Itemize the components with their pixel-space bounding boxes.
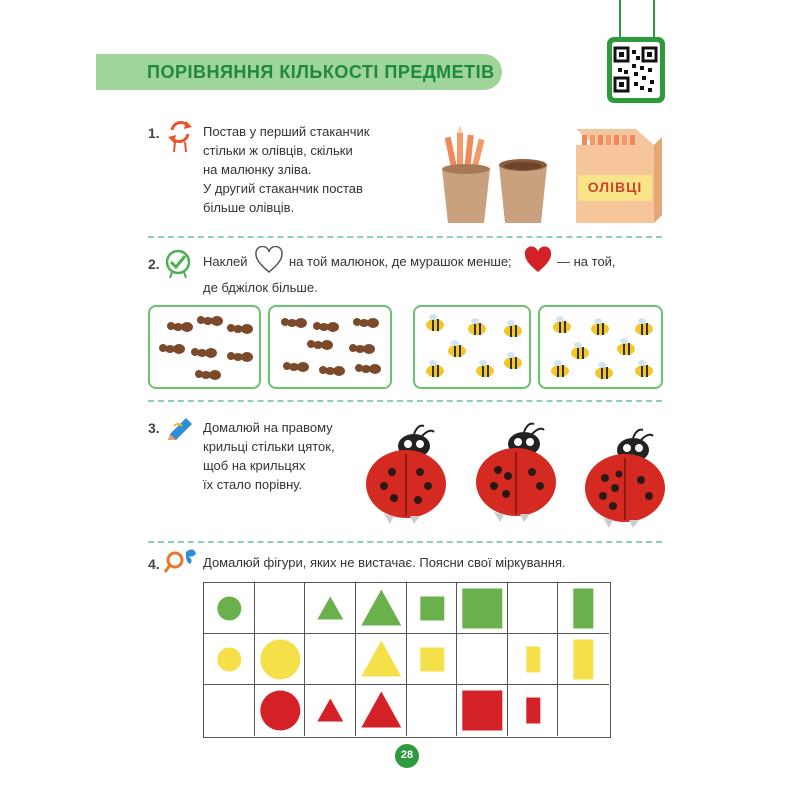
circle-small <box>217 597 241 621</box>
task2-text-part2: на той малюнок, де мурашок менше; <box>289 254 512 269</box>
ladybug-3[interactable] <box>583 424 667 528</box>
grid-cell[interactable] <box>255 685 306 736</box>
bees-group <box>415 307 533 391</box>
rect-small <box>526 698 540 724</box>
triangle-large <box>361 590 401 626</box>
task3-line: крильці стільки цяток, <box>203 439 335 454</box>
task1-number: 1. <box>148 125 160 141</box>
bees-panel-2[interactable] <box>538 305 663 389</box>
task2-text-part3: — на той, <box>557 254 616 269</box>
triangle-large-shape <box>356 634 407 685</box>
qr-hanger <box>612 0 662 40</box>
task2-number: 2. <box>148 256 160 272</box>
square-large <box>462 691 502 731</box>
rect-small <box>526 647 540 673</box>
triangle-small-shape <box>305 685 356 736</box>
triangle-large <box>361 641 401 677</box>
grid-cell[interactable] <box>558 685 609 736</box>
pot-with-pencils <box>436 125 496 227</box>
bees-panel-1[interactable] <box>413 305 531 389</box>
square-small <box>420 597 444 621</box>
square-small <box>420 648 444 672</box>
square-large-shape <box>457 583 508 634</box>
heart-filled-icon <box>523 246 553 274</box>
task1-line: Постав у перший стаканчик <box>203 124 370 139</box>
ants-group <box>270 307 394 391</box>
grid-cell[interactable] <box>407 634 458 685</box>
grid-cell[interactable] <box>204 685 255 736</box>
grid-cell[interactable] <box>356 634 407 685</box>
rect-large <box>574 589 594 629</box>
task3-line: їх стало порівну. <box>203 477 303 492</box>
page-number: 28 <box>400 749 414 761</box>
grid-cell[interactable] <box>508 685 559 736</box>
ants-panel-1[interactable] <box>148 305 261 389</box>
grid-cell[interactable] <box>255 634 306 685</box>
pencil-box <box>566 123 666 225</box>
ladybug-1[interactable] <box>364 420 448 524</box>
magnifier-butterfly-icon <box>164 546 198 576</box>
task1-line: стільки ж олівців, скільки <box>203 143 353 158</box>
ants-panel-2[interactable] <box>268 305 392 389</box>
pencil-icon <box>166 412 196 442</box>
square-small-shape <box>407 634 458 685</box>
grid-cell[interactable] <box>204 634 255 685</box>
triangle-small-shape <box>305 583 356 634</box>
triangle-large <box>361 692 401 728</box>
task3-line: щоб на крильцях <box>203 458 306 473</box>
triangle-large-shape <box>356 685 407 736</box>
circle-large-shape <box>255 685 306 736</box>
task1-line: У другий стаканчик постав <box>203 181 363 196</box>
pencil-box-label: ОЛІВЦІ <box>587 179 643 195</box>
grid-cell[interactable] <box>305 583 356 634</box>
section-divider <box>148 400 662 402</box>
rect-large-shape <box>558 634 609 685</box>
grid-cell[interactable] <box>457 583 508 634</box>
ladybug-2[interactable] <box>474 418 558 522</box>
grid-cell[interactable] <box>204 583 255 634</box>
page-title: ПОРІВНЯННЯ КІЛЬКОСТІ ПРЕДМЕТІВ <box>147 62 495 82</box>
section-divider <box>148 236 662 238</box>
task4-number: 4. <box>148 556 160 572</box>
square-large <box>462 589 502 629</box>
grid-cell[interactable] <box>407 583 458 634</box>
grid-cell[interactable] <box>356 583 407 634</box>
shape-grid <box>203 582 611 738</box>
triangle-large-shape <box>356 583 407 634</box>
grid-cell[interactable] <box>407 685 458 736</box>
rect-small-shape <box>508 685 559 736</box>
grid-cell[interactable] <box>508 634 559 685</box>
task3-line: Домалюй на правому <box>203 420 333 435</box>
bees-group <box>540 307 665 391</box>
task4-instruction: Домалюй фігури, яких не вистачає. Поясни свої міркування. <box>203 555 566 570</box>
circle-large <box>260 691 300 731</box>
grid-cell[interactable] <box>356 685 407 736</box>
circle-large <box>260 640 300 680</box>
circle-small-shape <box>204 634 255 685</box>
rect-large <box>574 640 594 680</box>
circle-small <box>217 648 241 672</box>
grid-cell[interactable] <box>457 634 508 685</box>
circle-small-shape <box>204 583 255 634</box>
empty-pot <box>497 157 549 227</box>
circle-large-shape <box>255 634 306 685</box>
grid-cell[interactable] <box>305 634 356 685</box>
triangle-small <box>318 597 344 620</box>
task1-line: більше олівців. <box>203 200 295 215</box>
task2-text-part1: Наклей <box>203 254 248 269</box>
check-sticker-icon <box>162 247 194 279</box>
task2-line2: де бджілок більше. <box>203 280 318 295</box>
grid-cell[interactable] <box>508 583 559 634</box>
section-divider <box>148 541 662 543</box>
rect-small-shape <box>508 634 559 685</box>
grid-cell[interactable] <box>558 583 609 634</box>
task3-instructions <box>203 418 335 494</box>
ants-group <box>150 307 263 391</box>
cycle-arrows-icon <box>166 116 194 154</box>
grid-cell[interactable] <box>558 634 609 685</box>
grid-cell[interactable] <box>305 685 356 736</box>
heart-outline-icon <box>254 246 284 274</box>
task3-number: 3. <box>148 420 160 436</box>
grid-cell[interactable] <box>457 685 508 736</box>
rect-large-shape <box>558 583 609 634</box>
grid-cell[interactable] <box>255 583 306 634</box>
pencil-group <box>445 125 485 169</box>
square-large-shape <box>457 685 508 736</box>
square-small-shape <box>407 583 458 634</box>
task1-instructions <box>203 122 369 217</box>
triangle-small <box>318 699 344 722</box>
task1-line: на малюнку зліва. <box>203 162 312 177</box>
qr-code-icon[interactable] <box>612 42 660 98</box>
